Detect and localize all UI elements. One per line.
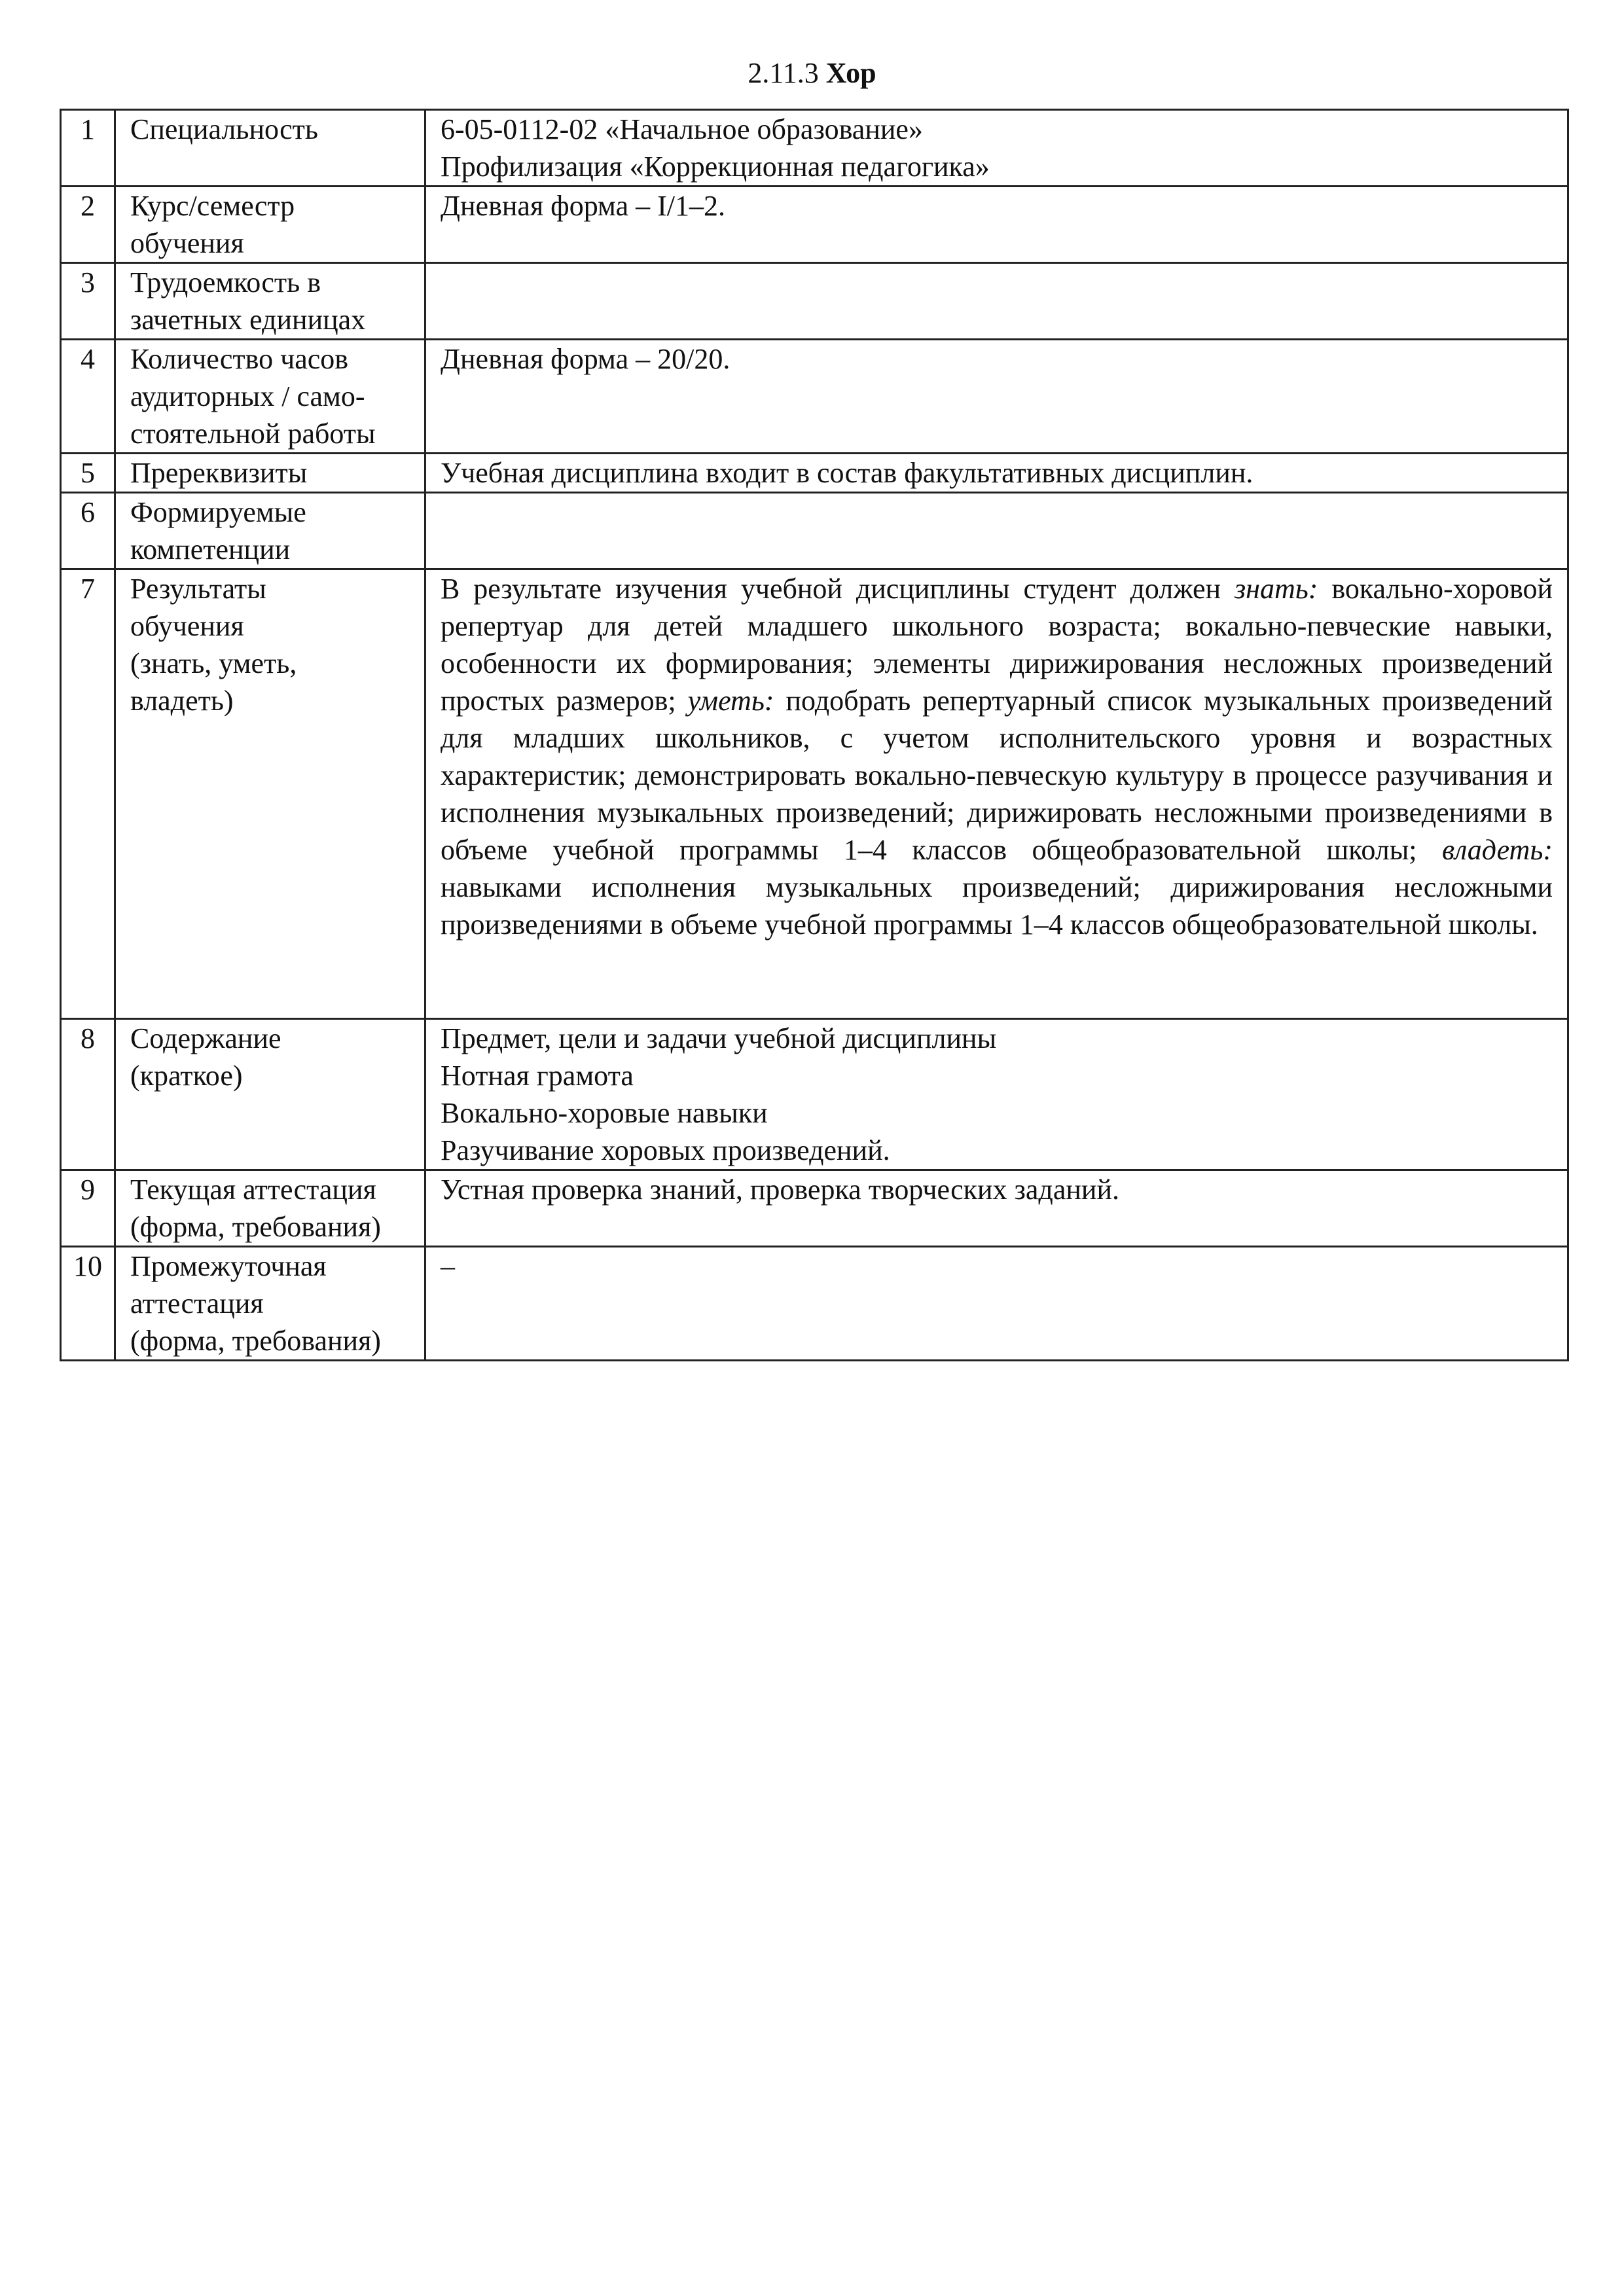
row-number: 5 <box>61 454 115 493</box>
value-line: Дневная форма – I/1–2. <box>441 190 725 222</box>
label-line: Промежуточная <box>130 1250 327 1282</box>
title-number: 2.11.3 <box>748 57 819 89</box>
value-line: Устная проверка знаний, проверка творческих заданий. <box>441 1174 1119 1206</box>
row-label <box>115 263 425 340</box>
table-row <box>61 1019 1568 1170</box>
syllabus-table <box>60 109 1569 1361</box>
table-row <box>61 569 1568 1019</box>
row-number: 1 <box>61 110 115 187</box>
know-text: вокально-хоровой репертуар для детей младшего школьного возраста; вокально-певческие навыки, особенности их формирования; элементы дирижирования несложных произведений простых размеров; <box>441 573 1553 717</box>
label-line: Текущая аттестация <box>130 1174 376 1206</box>
own-text: навыками исполнения музыкальных произведений; дирижирования несложными произведениями в объеме учебной программы 1–4 классов общеобразовательной школы. <box>441 871 1553 941</box>
own-keyword: владеть: <box>1441 834 1553 866</box>
label-line: зачетных единицах <box>130 304 366 336</box>
label-line: обучения <box>130 610 244 642</box>
value-line: 6-05-0112-02 «Начальное образование» <box>441 113 923 145</box>
label-line: аудиторных / само- <box>130 380 365 412</box>
title-name: Хор <box>825 57 876 89</box>
label-line: Курс/семестр <box>130 190 295 222</box>
table-row <box>61 493 1568 569</box>
table-row <box>61 263 1568 340</box>
row-number: 6 <box>61 493 115 569</box>
page-title <box>0 55 1624 92</box>
row-label <box>115 1247 425 1361</box>
row-label <box>115 1019 425 1170</box>
label-line: обучения <box>130 227 244 259</box>
row-value <box>425 340 1568 454</box>
row-number: 10 <box>61 1247 115 1361</box>
label-line: Формируемые <box>130 496 306 528</box>
row-label <box>115 110 425 187</box>
row-label <box>115 493 425 569</box>
row-value <box>425 110 1568 187</box>
row-value <box>425 454 1568 493</box>
value-line: Вокально-хоровые навыки <box>441 1097 768 1129</box>
can-text: подобрать репертуарный список музыкальных произведений для младших школьников, с учетом исполнительского уровня и возрастных характеристик; демонстрировать вокально-певческую культуру в процессе разучивания и исполнения музыкальных произведений; дирижировать несложными произведениями в объеме учебной программы 1–4 классов общеобразовательной школы; <box>441 685 1553 866</box>
value-line: Дневная форма – 20/20. <box>441 343 731 375</box>
row-label <box>115 187 425 263</box>
row-value <box>425 1019 1568 1170</box>
row-number: 9 <box>61 1170 115 1247</box>
label-line: Содержание <box>130 1022 281 1054</box>
row-label <box>115 569 425 1019</box>
label-line: владеть) <box>130 685 234 717</box>
label-line: Пререквизиты <box>130 457 308 489</box>
row-value-empty <box>425 493 1568 569</box>
value-line: Профилизация «Коррекционная педагогика» <box>441 151 990 183</box>
row-number: 4 <box>61 340 115 454</box>
label-line: (краткое) <box>130 1060 243 1092</box>
table-row <box>61 1247 1568 1361</box>
row-value-empty <box>425 263 1568 340</box>
label-line: (форма, требования) <box>130 1211 381 1243</box>
label-line: (форма, требования) <box>130 1325 381 1357</box>
value-line: Учебная дисциплина входит в состав факультативных дисциплин. <box>441 457 1254 489</box>
learning-outcomes <box>425 569 1568 1019</box>
can-keyword: уметь: <box>687 685 774 717</box>
table-row <box>61 340 1568 454</box>
label-line: Количество часов <box>130 343 349 375</box>
outcomes-intro: В результате изучения учебной дисциплины студент должен <box>441 573 1221 605</box>
label-line: аттестация <box>130 1287 264 1319</box>
value-line: Предмет, цели и задачи учебной дисциплины <box>441 1022 997 1054</box>
row-label <box>115 340 425 454</box>
value-line: Разучивание хоровых произведений. <box>441 1134 890 1166</box>
row-value <box>425 1247 1568 1361</box>
row-number: 3 <box>61 263 115 340</box>
value-line: Нотная грамота <box>441 1060 634 1092</box>
know-keyword: знать: <box>1235 573 1318 605</box>
label-line: стоятельной работы <box>130 418 376 450</box>
label-line: Специальность <box>130 113 318 145</box>
row-number: 7 <box>61 569 115 1019</box>
label-line: (знать, уметь, <box>130 647 297 679</box>
label-line: компетенции <box>130 533 291 565</box>
row-value <box>425 187 1568 263</box>
row-label <box>115 454 425 493</box>
label-line: Результаты <box>130 573 266 605</box>
row-value <box>425 1170 1568 1247</box>
table-row <box>61 110 1568 187</box>
table-row <box>61 454 1568 493</box>
table-row <box>61 1170 1568 1247</box>
label-line: Трудоемкость в <box>130 266 321 298</box>
row-label <box>115 1170 425 1247</box>
value-line: – <box>441 1250 455 1282</box>
table-row <box>61 187 1568 263</box>
row-number: 8 <box>61 1019 115 1170</box>
row-number: 2 <box>61 187 115 263</box>
